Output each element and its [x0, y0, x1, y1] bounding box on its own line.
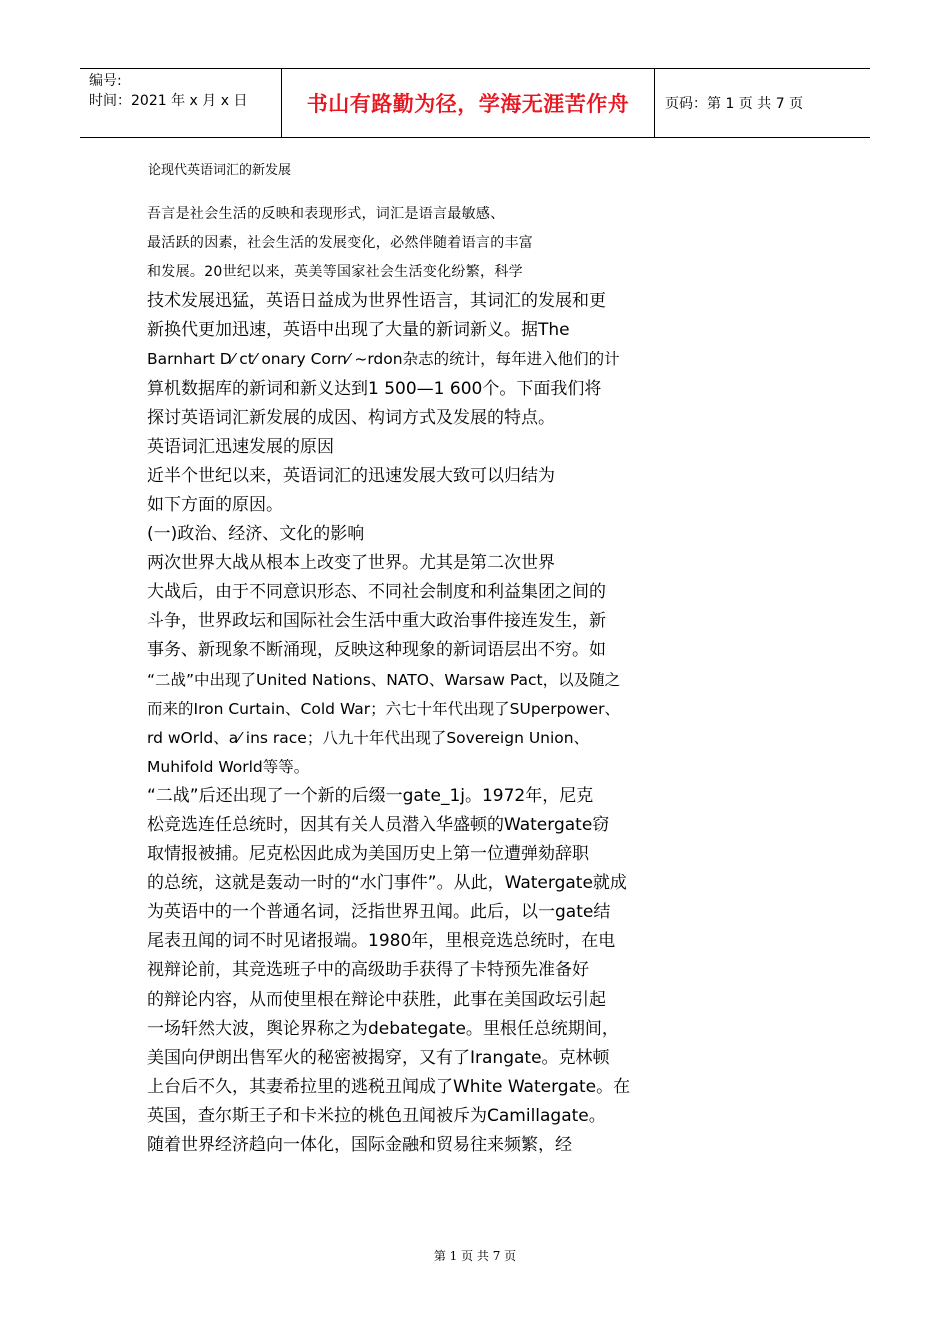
text-line: 随着世界经济趋向一体化，国际金融和贸易往来频繁，经 [147, 1135, 572, 1153]
text-line: 技术发展迅猛，英语日益成为世界性语言，其词汇的发展和更 [147, 291, 606, 312]
text-line: 尾表丑闻的词不时见诸报端。1980年，里根竞选总统时，在电 [147, 931, 616, 952]
document-body [147, 200, 867, 1153]
text-line: 一场轩然大波，舆论界称之为debategate。里根任总统期间， [147, 1018, 619, 1039]
header-page-cell [655, 69, 870, 137]
text-line: 取情报被捕。尼克松因此成为美国历史上第一位遭弹劾辞职 [147, 844, 589, 865]
page-header [80, 68, 870, 138]
text-line: 的辩论内容，从而使里根在辩论中获胜，此事在美国政坛引起 [147, 989, 606, 1010]
header-page-label: 页码：第 1 页 共 7 页 [665, 96, 804, 112]
text-line: rd wOrld、a⁄ ins race；八九十年代出现了Sovereign Union、 [147, 728, 590, 747]
text-line: 英国，查尔斯王子和卡米拉的桃色丑闻被斥为Camillagate。 [147, 1105, 606, 1126]
text-line: 大战后，由于不同意识形态、不同社会制度和利益集团之间的 [147, 582, 606, 603]
text-line: 两次世界大战从根本上改变了世界。尤其是第二次世界 [147, 553, 555, 574]
text-line: (一)政治、经济、文化的影响 [147, 524, 365, 545]
text-line: 松竞选连任总统时，因其有关人员潜入华盛顿的Watergate窃 [147, 814, 610, 835]
text-line: 美国向伊朗出售军火的秘密被揭穿，又有了Irangate。克林顿 [147, 1047, 610, 1068]
text-line: Barnhart D⁄ ct⁄ onary Corn⁄ ~rdon杂志的统计，每年进入他们的计 [147, 350, 620, 369]
text-line: 英语词汇迅速发展的原因 [147, 436, 334, 457]
text-line: 而来的Iron Curtain、Cold War；六七十年代出现了SUperpower、 [147, 699, 620, 718]
header-motto-cell [282, 69, 655, 137]
text-line: “二战”后还出现了一个新的后缀一gate_1j。1972年，尼克 [147, 785, 594, 806]
text-line: 的总统，这就是轰动一时的“水门事件”。从此，Watergate就成 [147, 873, 627, 894]
page-footer: 第 1 页 共 7 页 [433, 1249, 517, 1263]
text-line: 斗争，世界政坛和国际社会生活中重大政治事件接连发生，新 [147, 611, 606, 632]
text-line: 探讨英语词汇新发展的成因、构词方式及发展的特点。 [147, 407, 555, 428]
text-line: 算机数据库的新词和新义达到1 500—1 600个。下面我们将 [147, 378, 602, 399]
text-line: 新换代更加迅速，英语中出现了大量的新词新义。据The [147, 320, 570, 341]
text-line: 事务、新现象不断涌现，反映这种现象的新词语层出不穷。如 [147, 640, 606, 661]
text-line: “二战”中出现了United Nations、NATO、Warsaw Pact，以及随之 [147, 670, 621, 689]
text-line: 吾言是社会生活的反映和表现形式，词汇是语言最敏感、 [147, 206, 505, 222]
text-line: Muhifold World等等。 [147, 757, 310, 776]
header-meta [80, 69, 282, 137]
text-line: 如下方面的原因。 [147, 494, 283, 515]
text-line: 视辩论前，其竞选班子中的高级助手获得了卡特预先准备好 [147, 960, 589, 981]
text-line: 近半个世纪以来，英语词汇的迅速发展大致可以归结为 [147, 465, 555, 486]
text-line: 上台后不久，其妻希拉里的逃税丑闻成了White Watergate。在 [147, 1076, 631, 1097]
document-time-label: 时间：2021 年 x 月 x 日 [89, 93, 248, 109]
text-line: 为英语中的一个普通名词，泛指世界丑闻。此后，以一gate结 [147, 902, 611, 923]
document-number-label: 编号: [89, 73, 122, 89]
document-title: 论现代英语词汇的新发展 [148, 163, 292, 178]
header-motto: 书山有路勤为径，学海无涯苦作舟 [306, 92, 630, 116]
text-line: 最活跃的因素，社会生活的发展变化，必然伴随着语言的丰富 [147, 235, 534, 252]
text-line: 和发展。20世纪以来，英美等国家社会生活变化纷繁，科学 [147, 264, 523, 281]
